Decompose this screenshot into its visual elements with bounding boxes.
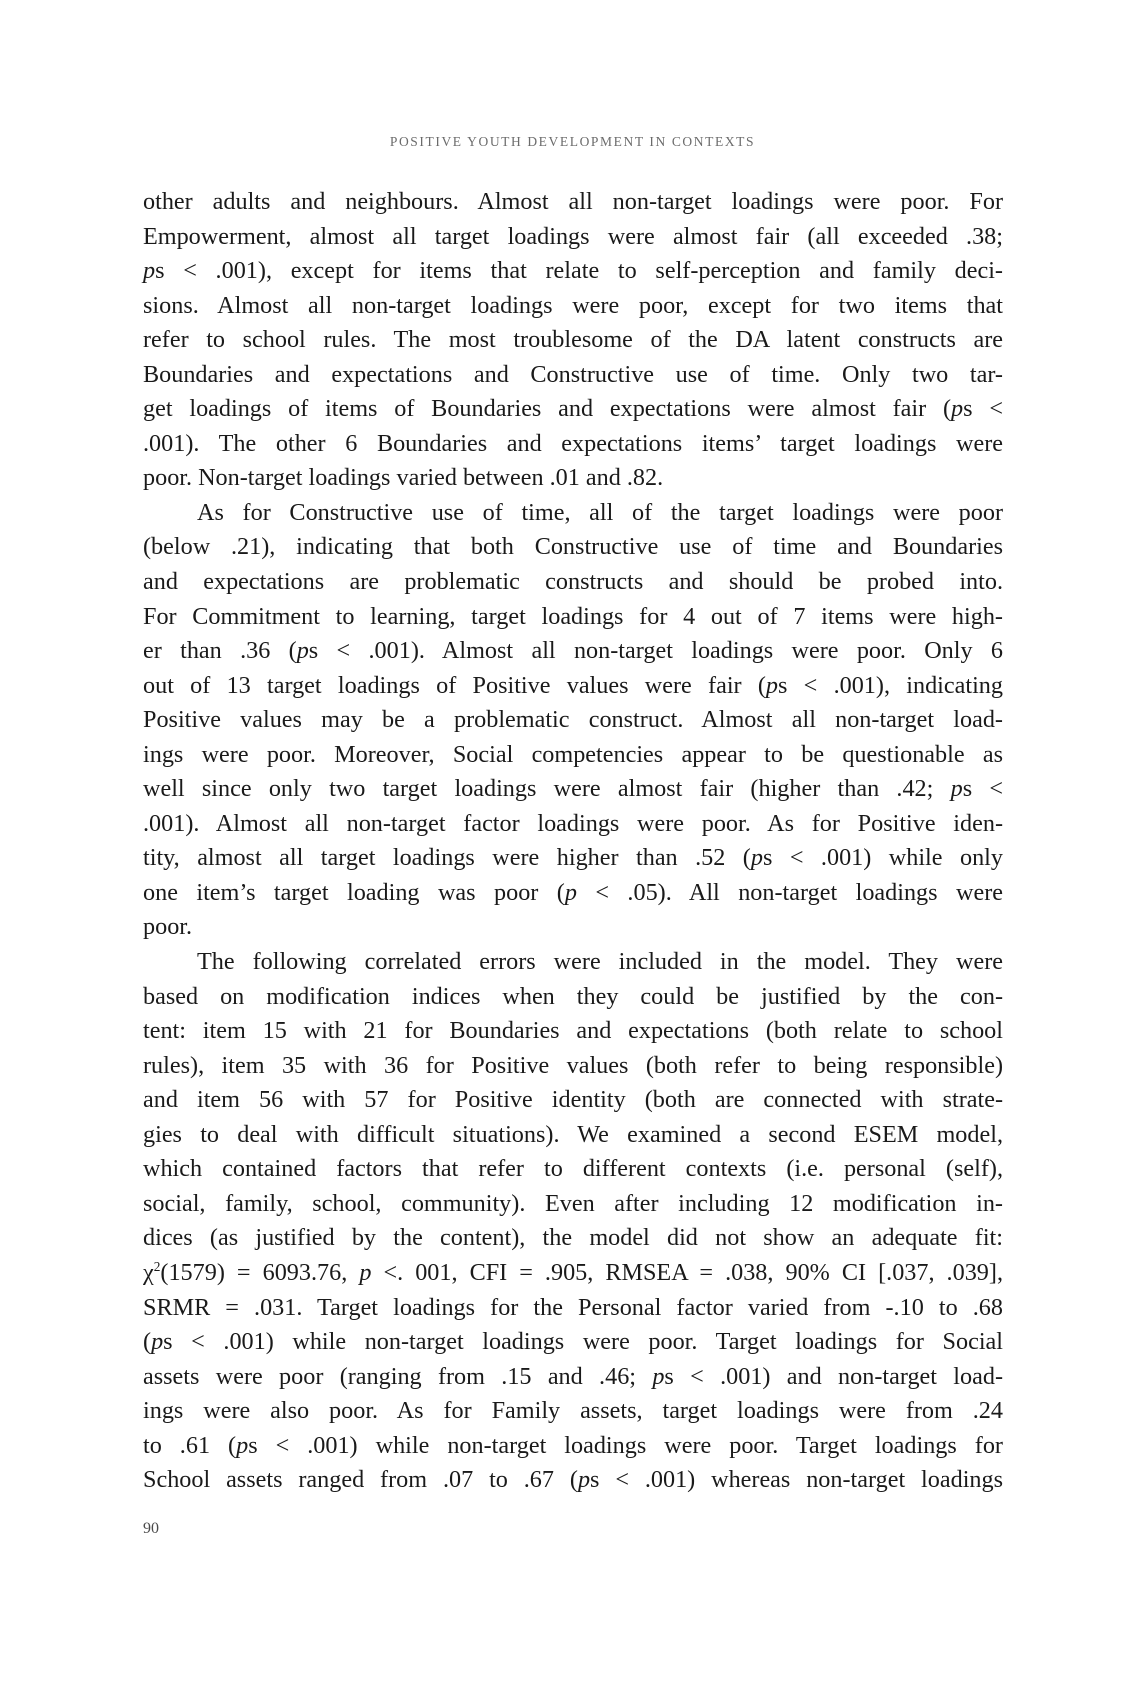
text-line: tent: item 15 with 21 for Boundaries and expectations (both relate to school	[143, 1017, 1003, 1045]
text-line: rules), item 35 with 36 for Positive values (both refer to being responsible)	[143, 1051, 1003, 1079]
text-line: to .61 (ps < .001) while non-target loadings were poor. Target loadings for	[143, 1431, 1003, 1459]
text-line: er than .36 (ps < .001). Almost all non-target loadings were poor. Only 6	[143, 637, 1004, 665]
text-line: out of 13 target loadings of Positive values were fair (ps < .001), indicating	[143, 671, 1003, 699]
text-line: .001). The other 6 Boundaries and expectations items’ target loadings were	[143, 429, 1003, 457]
text-line: (below .21), indicating that both Constructive use of time and Boundaries	[143, 533, 1003, 561]
text-line: get loadings of items of Boundaries and expectations were almost fair (ps <	[143, 395, 1003, 423]
text-line: which contained factors that refer to different contexts (i.e. personal (self),	[143, 1155, 1003, 1183]
text-line: tity, almost all target loadings were higher than .52 (ps < .001) while only	[143, 844, 1003, 872]
text-line: For Commitment to learning, target loadings for 4 out of 7 items were high-	[143, 602, 1003, 630]
text-line: assets were poor (ranging from .15 and .46; ps < .001) and non-target load-	[143, 1362, 1003, 1390]
text-line: As for Constructive use of time, all of the target loadings were poor	[197, 498, 1003, 526]
text-line: SRMR = .031. Target loadings for the Personal factor varied from -.10 to .68	[143, 1293, 1003, 1321]
text-line: ps < .001), except for items that relate to self-perception and family deci-	[143, 257, 1003, 285]
text-line: well since only two target loadings were almost fair (higher than .42; ps <	[143, 775, 1003, 803]
text-line: ings were poor. Moreover, Social competencies appear to be questionable as	[143, 740, 1003, 768]
text-line: Empowerment, almost all target loadings were almost fair (all exceeded .38;	[143, 222, 1003, 250]
text-line: $\chi^2(1579) = 6093.76$, p <. 001, CFI = .905, RMSEA = .038, 90% CI [.037, .039],	[143, 1258, 1003, 1286]
text-line: social, family, school, community). Even after including 12 modification in-	[143, 1189, 1003, 1217]
text-line: and item 56 with 57 for Positive identity (both are connected with strate-	[143, 1086, 1003, 1114]
text-line: poor. Non-target loadings varied between .01 and .82.	[143, 464, 664, 492]
body-text	[143, 185, 1003, 1498]
text-line: Boundaries and expectations and Constructive use of time. Only two tar-	[143, 360, 1003, 388]
text-line: The following correlated errors were included in the model. They were	[197, 948, 1003, 976]
running-head: POSITIVE YOUTH DEVELOPMENT IN CONTEXTS	[389, 134, 756, 149]
text-line: refer to school rules. The most troublesome of the DA latent constructs are	[143, 326, 1003, 354]
text-line: .001). Almost all non-target factor loadings were poor. As for Positive iden-	[143, 809, 1003, 837]
page-number: 90	[143, 1520, 159, 1537]
text-line: and expectations are problematic constructs and should be probed into.	[143, 568, 1003, 596]
text-line: gies to deal with difficult situations). We examined a second ESEM model,	[143, 1120, 1003, 1148]
text-line: ings were also poor. As for Family assets, target loadings were from .24	[143, 1397, 1003, 1425]
text-line: dices (as justified by the content), the model did not show an adequate fit:	[143, 1224, 1003, 1252]
text-line: sions. Almost all non-target loadings were poor, except for two items that	[143, 291, 1003, 319]
text-line: School assets ranged from .07 to .67 (ps < .001) whereas non-target loadings	[143, 1466, 1004, 1494]
text-line: Positive values may be a problematic construct. Almost all non-target load-	[143, 706, 1003, 734]
text-line: based on modification indices when they could be justified by the con-	[143, 982, 1003, 1010]
text-line: one item’s target loading was poor (p < .05). All non-target loadings were	[143, 878, 1003, 906]
text-line: other adults and neighbours. Almost all non-target loadings were poor. For	[143, 188, 1003, 215]
text-line: (ps < .001) while non-target loadings were poor. Target loadings for Social	[143, 1328, 1003, 1356]
text-line: poor.	[143, 913, 193, 941]
